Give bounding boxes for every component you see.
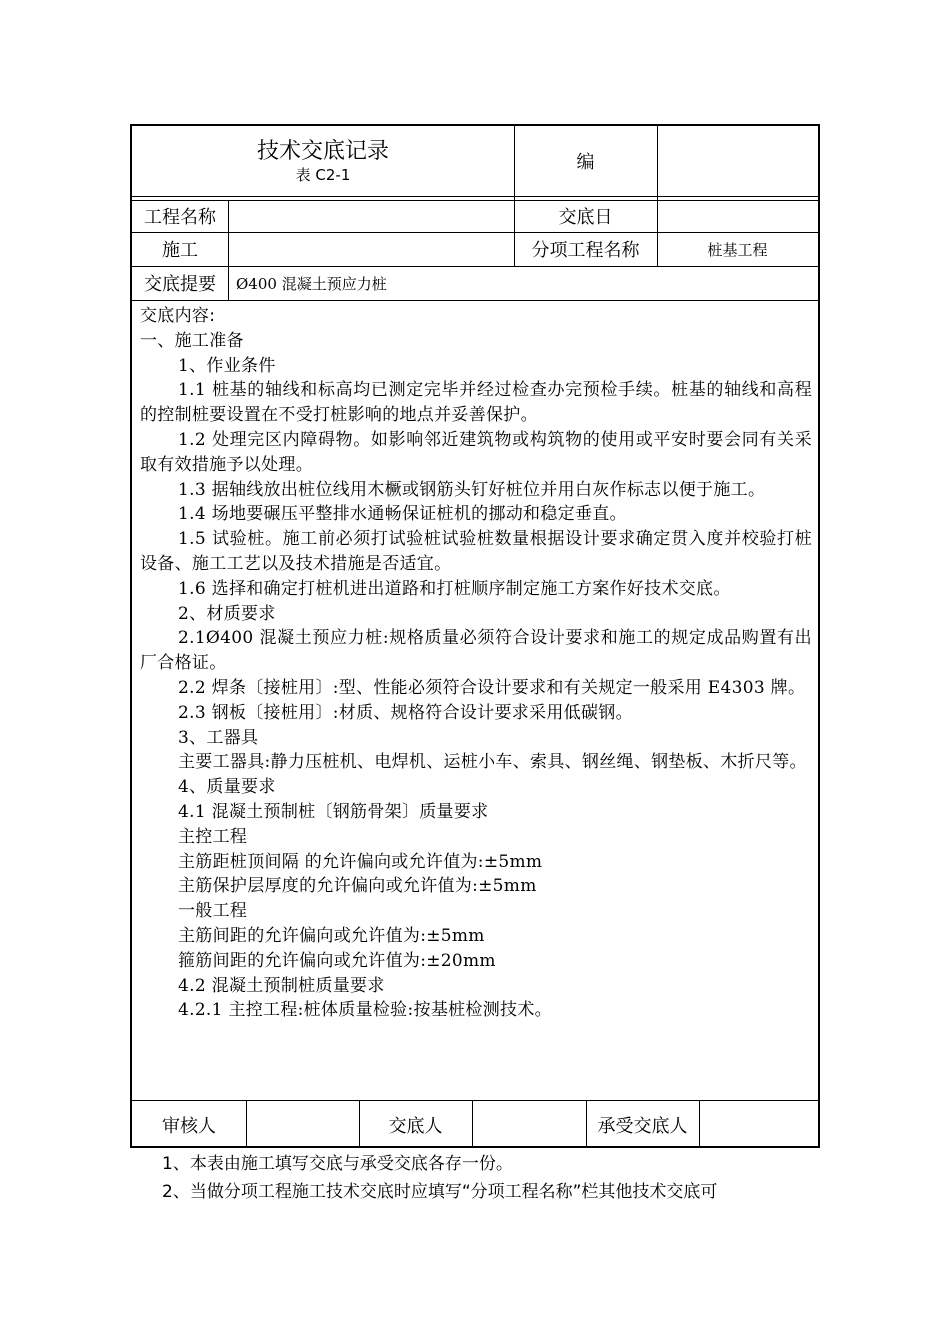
paragraph: 主筋保护层厚度的允许偏向或允许值为:±5mm [178, 876, 537, 897]
serial-value[interactable] [657, 126, 818, 196]
paragraph: 主筋距桩顶间隔 的允许偏向或允许值为:±5mm [178, 851, 543, 872]
date-field[interactable] [657, 200, 818, 232]
discloser-field[interactable] [472, 1101, 586, 1148]
paragraph: 1.3 据轴线放出桩位线用木橛或钢筋头钉好桩位并用白灰作标志以便于施工。 [178, 479, 766, 500]
date-label: 交底日 [558, 207, 613, 228]
row-divider [132, 196, 818, 197]
form-title: 技术交底记录 [256, 139, 389, 164]
paragraph: 1.5 试验桩。施工前必须打试验桩试验桩数量根据设计要求确定贯入度并校验打桩设备、施工工艺以及技术措施是否适宜。 [140, 529, 812, 574]
paragraph: 主控工程 [178, 826, 248, 847]
paragraph: 主要工器具:静力压桩机、电焊机、运桩小车、索具、钢丝绳、钢垫板、木折尺等。 [178, 752, 807, 773]
title-block [132, 126, 514, 196]
subproject-label: 分项工程名称 [531, 240, 640, 261]
paragraph: 1.2 处理完区内障碍物。如影响邻近建筑物或构筑物的使用或平安时要会同有关采取有效措施予以处理。 [140, 429, 812, 475]
subproject-field[interactable]: 桩基工程 [707, 240, 768, 259]
section-heading: 一、施工准备 [140, 330, 244, 351]
discloser-label: 交底人 [388, 1115, 443, 1137]
construction-field[interactable] [228, 232, 514, 266]
serial-label: 编 [576, 152, 595, 173]
paragraph: 箍筋间距的允许偏向或允许值为:±20mm [178, 950, 496, 971]
paragraph: 1.6 选择和确定打桩机进出道路和打桩顺序制定施工方案作好技术交底。 [178, 578, 731, 599]
paragraph: 2.3 钢板〔接桩用〕:材质、规格符合设计要求采用低碳钢。 [178, 702, 633, 723]
summary-field[interactable]: Ø400 混凝土预应力桩 [236, 274, 387, 293]
summary-label: 交底提要 [144, 274, 216, 295]
construction-label: 施工 [162, 240, 198, 261]
disclosure-record-table [130, 124, 820, 1148]
subsection-heading: 4、质量要求 [178, 777, 276, 798]
reviewer-field[interactable] [246, 1101, 359, 1148]
project-name-field[interactable] [228, 200, 514, 232]
paragraph: 一般工程 [178, 901, 248, 922]
disclosure-content [140, 304, 812, 1023]
footnote: 2、当做分项工程施工技术交底时应填写“分项工程名称”栏其他技术交底可 [162, 1182, 718, 1202]
paragraph: 2.2 焊条〔接桩用〕:型、性能必须符合设计要求和有关规定一般采用 E4303 牌。 [178, 677, 806, 698]
subsection-heading: 1、作业条件 [178, 355, 276, 376]
paragraph: 1.4 场地要碾压平整排水通畅保证桩机的挪动和稳定垂直。 [178, 504, 627, 525]
paragraph: 2.1Ø400 混凝土预应力桩:规格质量必须符合设计要求和施工的规定成品购置有出厂合格证。 [140, 628, 812, 674]
content-heading: 交底内容: [140, 306, 216, 326]
footnotes [162, 1150, 822, 1206]
paragraph: 4.1 混凝土预制桩〔钢筋骨架〕质量要求 [178, 801, 489, 822]
receiver-label: 承受交底人 [597, 1115, 688, 1137]
receiver-field[interactable] [699, 1101, 818, 1148]
paragraph: 主筋间距的允许偏向或允许值为:±5mm [178, 925, 485, 946]
subsection-heading: 3、工器具 [178, 727, 259, 748]
subsection-heading: 2、材质要求 [178, 603, 276, 624]
reviewer-label: 审核人 [162, 1115, 216, 1137]
form-number: 表 C2-1 [295, 166, 351, 184]
paragraph: 4.2.1 主控工程:桩体质量检验:按基桩检测技术。 [178, 1000, 552, 1021]
footnote: 1、本表由施工填写交底与承受交底各存一份。 [162, 1154, 513, 1174]
paragraph: 4.2 混凝土预制桩质量要求 [178, 975, 385, 996]
row-divider [132, 300, 818, 301]
project-name-label: 工程名称 [144, 207, 216, 228]
paragraph: 1.1 桩基的轴线和标高均已测定完毕并经过检查办完预检手续。桩基的轴线和高程的控制桩要设置在不受打桩影响的地点并妥善保护。 [140, 380, 812, 426]
